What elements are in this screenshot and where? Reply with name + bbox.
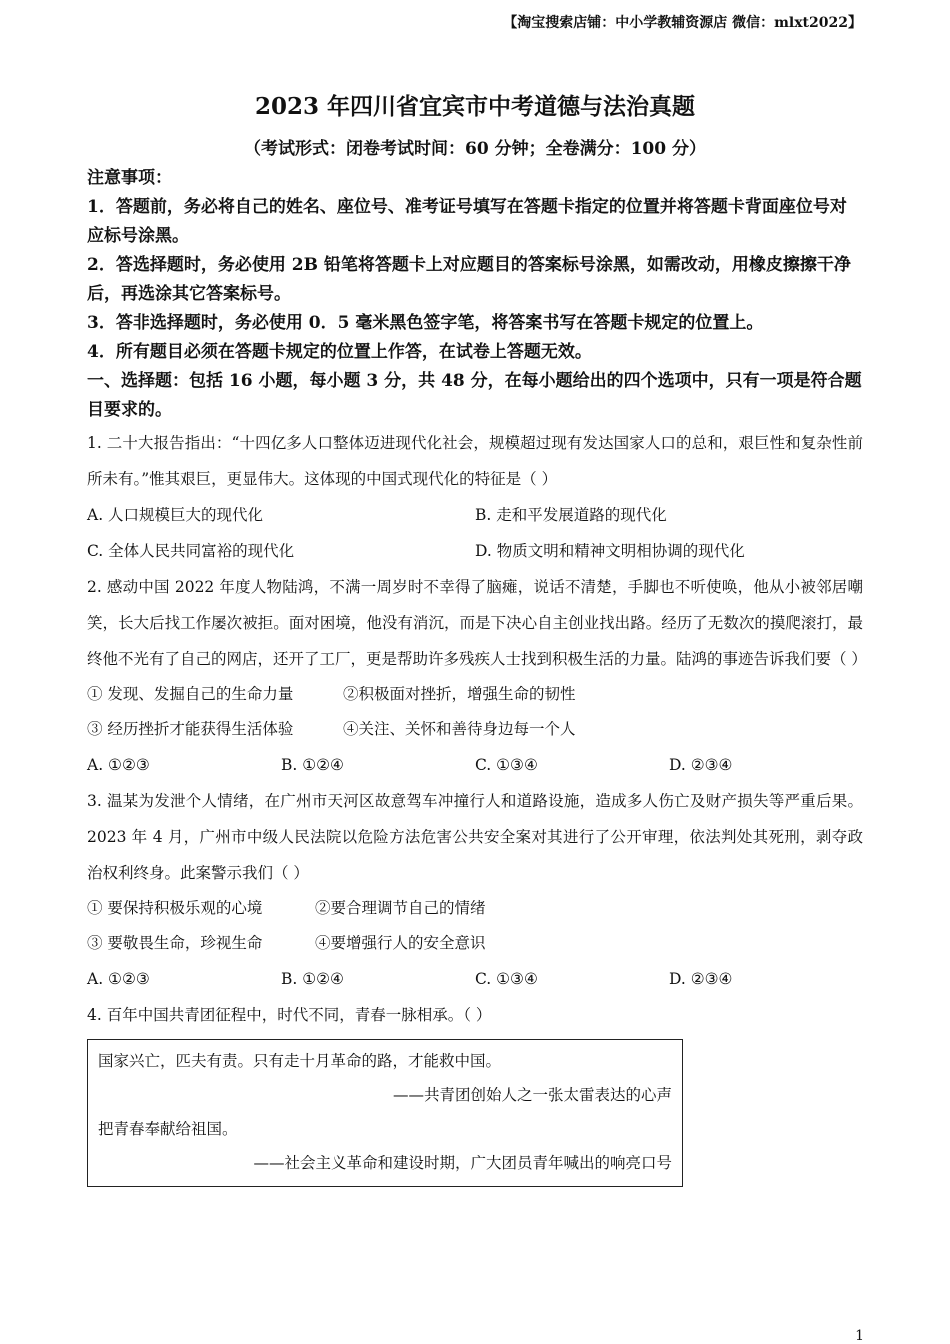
header-note: 【淘宝搜索店铺：中小学教辅资源店 微信：mlxt2022】 — [503, 15, 862, 31]
notice-item: 3．答非选择题时，务必使用 0．5 毫米黑色签字笔，将答案书写在答题卡规定的位置上。 — [87, 313, 764, 333]
option-a: A. ①②③ — [87, 756, 150, 774]
statement-3: ③ 要敬畏生命，珍视生命 — [87, 934, 263, 952]
statement-2: ②积极面对挫折，增强生命的韧性 — [343, 685, 576, 703]
question-4-text: 4. 百年中国共青团征程中，时代不同，青春一脉相承。（ ） — [87, 1006, 492, 1024]
question-2-statements-row — [87, 677, 863, 712]
section-heading: 一、选择题：包括 16 小题，每小题 3 分，共 48 分，在每小题给出的四个选项中，只有一项是符合题目要求的。 — [87, 371, 862, 420]
question-3-options-row — [87, 961, 863, 997]
page-number: 1 — [855, 1328, 864, 1344]
notice-heading: 注意事项： — [87, 168, 172, 188]
statement-1: ① 要保持积极乐观的心境 — [87, 899, 263, 917]
option-a: A. 人口规模巨大的现代化 — [87, 506, 264, 524]
material-source-2: ——社会主义革命和建设时期，广大团员青年喊出的响亮口号 — [253, 1154, 672, 1172]
material-source-1: ——共青团创始人之一张太雷表达的心声 — [392, 1086, 672, 1104]
statement-4: ④要增强行人的安全意识 — [315, 934, 486, 952]
option-c: C. ①③④ — [475, 970, 538, 988]
page-title: 2023 年四川省宜宾市中考道德与法治真题 — [254, 93, 696, 120]
statement-2: ②要合理调节自己的情绪 — [315, 899, 486, 917]
question-3-statements-row — [87, 926, 863, 961]
exam-content — [87, 164, 867, 1187]
question-1-options-row — [87, 533, 863, 569]
question-2-text: 2. 感动中国 2022 年度人物陆鸿，不满一周岁时不幸得了脑瘫，说话不清楚，手脚也不听使唤，他从小被邻居嘲笑，长大后找工作屡次被拒。面对困境，他没有消沉，而是下决心自主创业找出路。经历了无数次的摸爬滚打，最终他不光有了自己的网店，还开了工厂，更是帮助许多残疾人士找到积极生活的力量。陆鸿的事迹告诉我们要（ ） — [87, 578, 867, 668]
material-quote-2: 把青春奉献给祖国。 — [98, 1120, 238, 1138]
question-1-text: 1. 二十大报告指出：“十四亿多人口整体迈进现代化社会，规模超过现有发达国家人口的总和，艰巨性和复杂性前所未有。”惟其艰巨，更显伟大。这体现的中国式现代化的特征是（ ） — [87, 434, 863, 488]
option-b: B. 走和平发展道路的现代化 — [475, 506, 667, 524]
option-a: A. ①②③ — [87, 970, 150, 988]
statement-3: ③ 经历挫折才能获得生活体验 — [87, 720, 294, 738]
material-box — [87, 1039, 683, 1187]
option-c: C. 全体人民共同富裕的现代化 — [87, 542, 295, 560]
notice-item: 1．答题前，务必将自己的姓名、座位号、准考证号填写在答题卡指定的位置并将答题卡背面座位号对应标号涂黑。 — [87, 197, 847, 246]
question-3-statements-row — [87, 891, 863, 926]
statement-1: ① 发现、发掘自己的生命力量 — [87, 685, 294, 703]
option-d: D. 物质文明和精神文明相协调的现代化 — [475, 542, 745, 560]
material-quote-1: 国家兴亡，匹夫有责。只有走十月革命的路，才能救中国。 — [98, 1052, 502, 1070]
exam-info: （考试形式：闭卷考试时间：60 分钟；全卷满分：100 分） — [244, 139, 706, 159]
option-d: D. ②③④ — [669, 970, 733, 988]
question-2-statements-row — [87, 712, 863, 747]
question-3-text: 3. 温某为发泄个人情绪，在广州市天河区故意驾车冲撞行人和道路设施，造成多人伤亡及财产损失等严重后果。2023 年 4 月，广州市中级人民法院以危险方法危害公共安全案对其进行了公开审理，依法判处其死刑，剥夺政治权利终身。此案警示我们（ ） — [87, 792, 863, 882]
statement-4: ④关注、关怀和善待身边每一个人 — [343, 720, 576, 738]
option-b: B. ①②④ — [281, 970, 344, 988]
question-1-options-row — [87, 497, 863, 533]
notice-item: 2．答选择题时，务必使用 2B 铅笔将答题卡上对应题目的答案标号涂黑，如需改动，用橡皮擦擦干净后，再选涂其它答案标号。 — [87, 255, 851, 304]
notice-item: 4．所有题目必须在答题卡规定的位置上作答，在试卷上答题无效。 — [87, 342, 592, 362]
option-c: C. ①③④ — [475, 756, 538, 774]
question-2-options-row — [87, 747, 863, 783]
option-b: B. ①②④ — [281, 756, 344, 774]
option-d: D. ②③④ — [669, 756, 733, 774]
